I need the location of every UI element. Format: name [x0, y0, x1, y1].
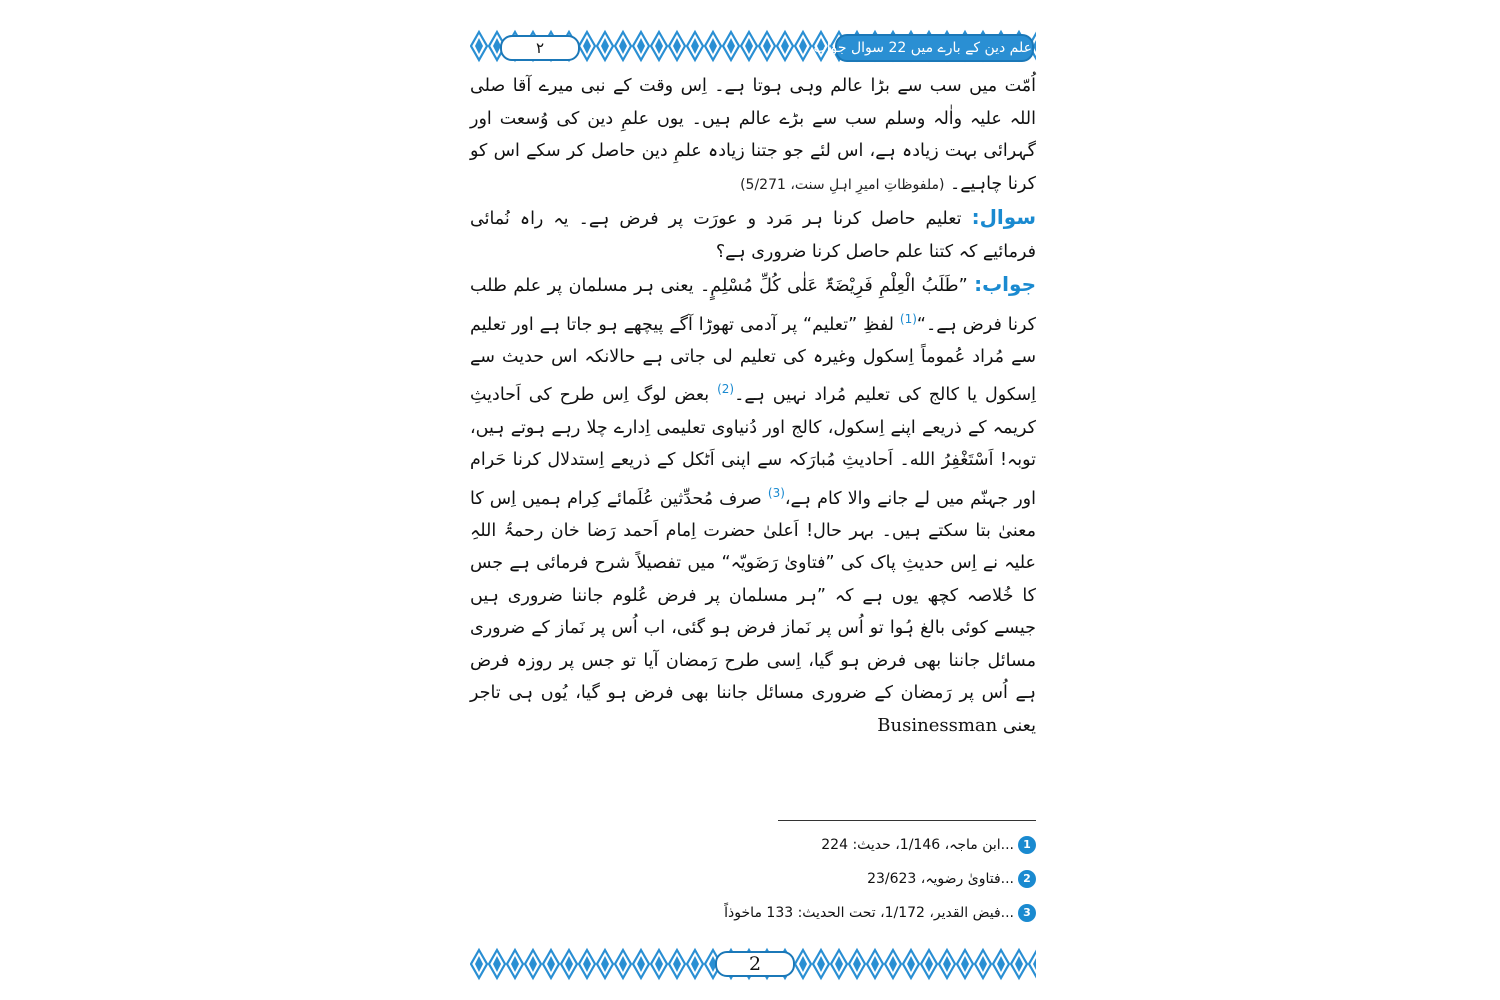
answer-hadith: ”طَلَبُ الْعِلْمِ فَرِیْضَۃٌ عَلٰی کُلِّ مُسْلِمٍ۔ یعنی ہر مسلمان پر علم طلب کرنا فرض ہے۔“: [470, 276, 1036, 335]
footnote-3: [470, 896, 1036, 930]
body-text: [470, 70, 1036, 742]
answer-text-4: صرف مُحدِّثین عُلَمائے کِرام ہمیں اِس کا معنیٰ بتا سکتے ہیں۔ بہر حال! اَعلیٰ حضرت اِمام اَحمد رَضا خان رحمۃُ اللہِ علیہ نے اِس حدیثِ پاک کی ”فتاویٰ رَضَویّہ“ میں تفصیلاً شرح فرمائی ہے جس کا خُلاصہ کچھ یوں ہے کہ ”ہر مسلمان پر فرض عُلوم جاننا ضروری ہیں جیسے کوئی بالغ ہُوا تو اُس پر نَماز فرض ہو گئی، اب اُس پر نَماز کے ضروری مسائل جاننا بھی فرض ہو گیا، اِسی طرح رَمضان آیا تو جس پر روزہ فرض ہے اُس پر رَمضان کے ضروری مسائل جاننا بھی فرض ہو گیا، یُوں ہی تاجر یعنی: [470, 488, 1036, 736]
header-page-number: ۲: [500, 35, 580, 61]
answer-paragraph: [470, 268, 1036, 742]
footnote-text: ...فتاویٰ رضویہ، 23/623: [867, 871, 1014, 887]
footnote-ref-3[interactable]: (3): [767, 485, 785, 500]
book-title: علم دین کے بارے میں 22 سوال جواب: [835, 34, 1034, 62]
question-text: تعلیم حاصل کرنا ہر مَرد و عورَت پر فرض ہے۔ یہ راہ نُمائی فرمائیے کہ کتنا علم حاصل کرنا ضروری ہے؟: [470, 209, 1036, 262]
footnote-text: ...ابن ماجہ، 1/146، حدیث: 224: [821, 837, 1014, 853]
footnote-1: [470, 828, 1036, 862]
intro-reference: (ملفوظاتِ امیرِ اہلِ سنت، 5/271): [740, 176, 945, 193]
header-ornament-band: [470, 28, 1036, 64]
footnote-number: 1: [1018, 836, 1036, 854]
intro-text: اُمّت میں سب سے بڑا عالم وہی ہوتا ہے۔ اِس وقت کے نبی میرے آقا صلی اللہ علیہ واٰلہ وسلم سب سے بڑے عالم ہیں۔ یوں علمِ دین کی وُسعت اور گہرائی بہت زیادہ ہے، اس لئے جو جتنا زیادہ علمِ دین حاصل کر سکے اس کو کرنا چاہیے۔: [470, 76, 1036, 194]
footer-page-number: 2: [715, 951, 795, 977]
footnote-number: 3: [1018, 904, 1036, 922]
answer-text-3: بعض لوگ اِس طرح کی اَحادیثِ کریمہ کے ذریعے اپنے اِسکول، کالج اور دُنیاوی تعلیمی اِدارے چلا رہے ہوتے ہیں، توبہ! اَسْتَغْفِرُ الله۔ اَحادیثِ مُبارَکہ سے اپنی اَٹکل کے ذریعے اِستدلال کرنا حَرام اور جہنّم میں لے جانے والا کام ہے،: [470, 385, 1036, 509]
answer-text-2: لفظِ ”تعلیم“ پر آدمی تھوڑا آگے پیچھے ہو جاتا ہے اور تعلیم سے مُراد عُموماً اِسکول وغیرہ کی تعلیم لی جاتی ہے حالانکہ اس حدیث سے اِسکول یا کالج کی تعلیم مُراد نہیں ہے۔: [470, 314, 1036, 406]
footnote-ref-2[interactable]: (2): [717, 382, 735, 397]
document-page: [470, 28, 1036, 978]
footnote-text: ...فیض القدیر، 1/172، تحت الحدیث: 133 ماخوذاً: [724, 905, 1014, 921]
answer-label: جواب:: [974, 272, 1036, 296]
footnote-number: 2: [1018, 870, 1036, 888]
footnote-ref-1[interactable]: (1): [899, 311, 917, 326]
footnote-divider: [778, 820, 1036, 821]
intro-paragraph: [470, 70, 1036, 201]
footer-ornament-band: [470, 946, 1036, 982]
question-label: سوال:: [971, 205, 1036, 229]
footnote-2: [470, 862, 1036, 896]
answer-english-word: Businessman: [877, 714, 998, 736]
question-paragraph: [470, 201, 1036, 268]
footnotes: [470, 828, 1036, 930]
